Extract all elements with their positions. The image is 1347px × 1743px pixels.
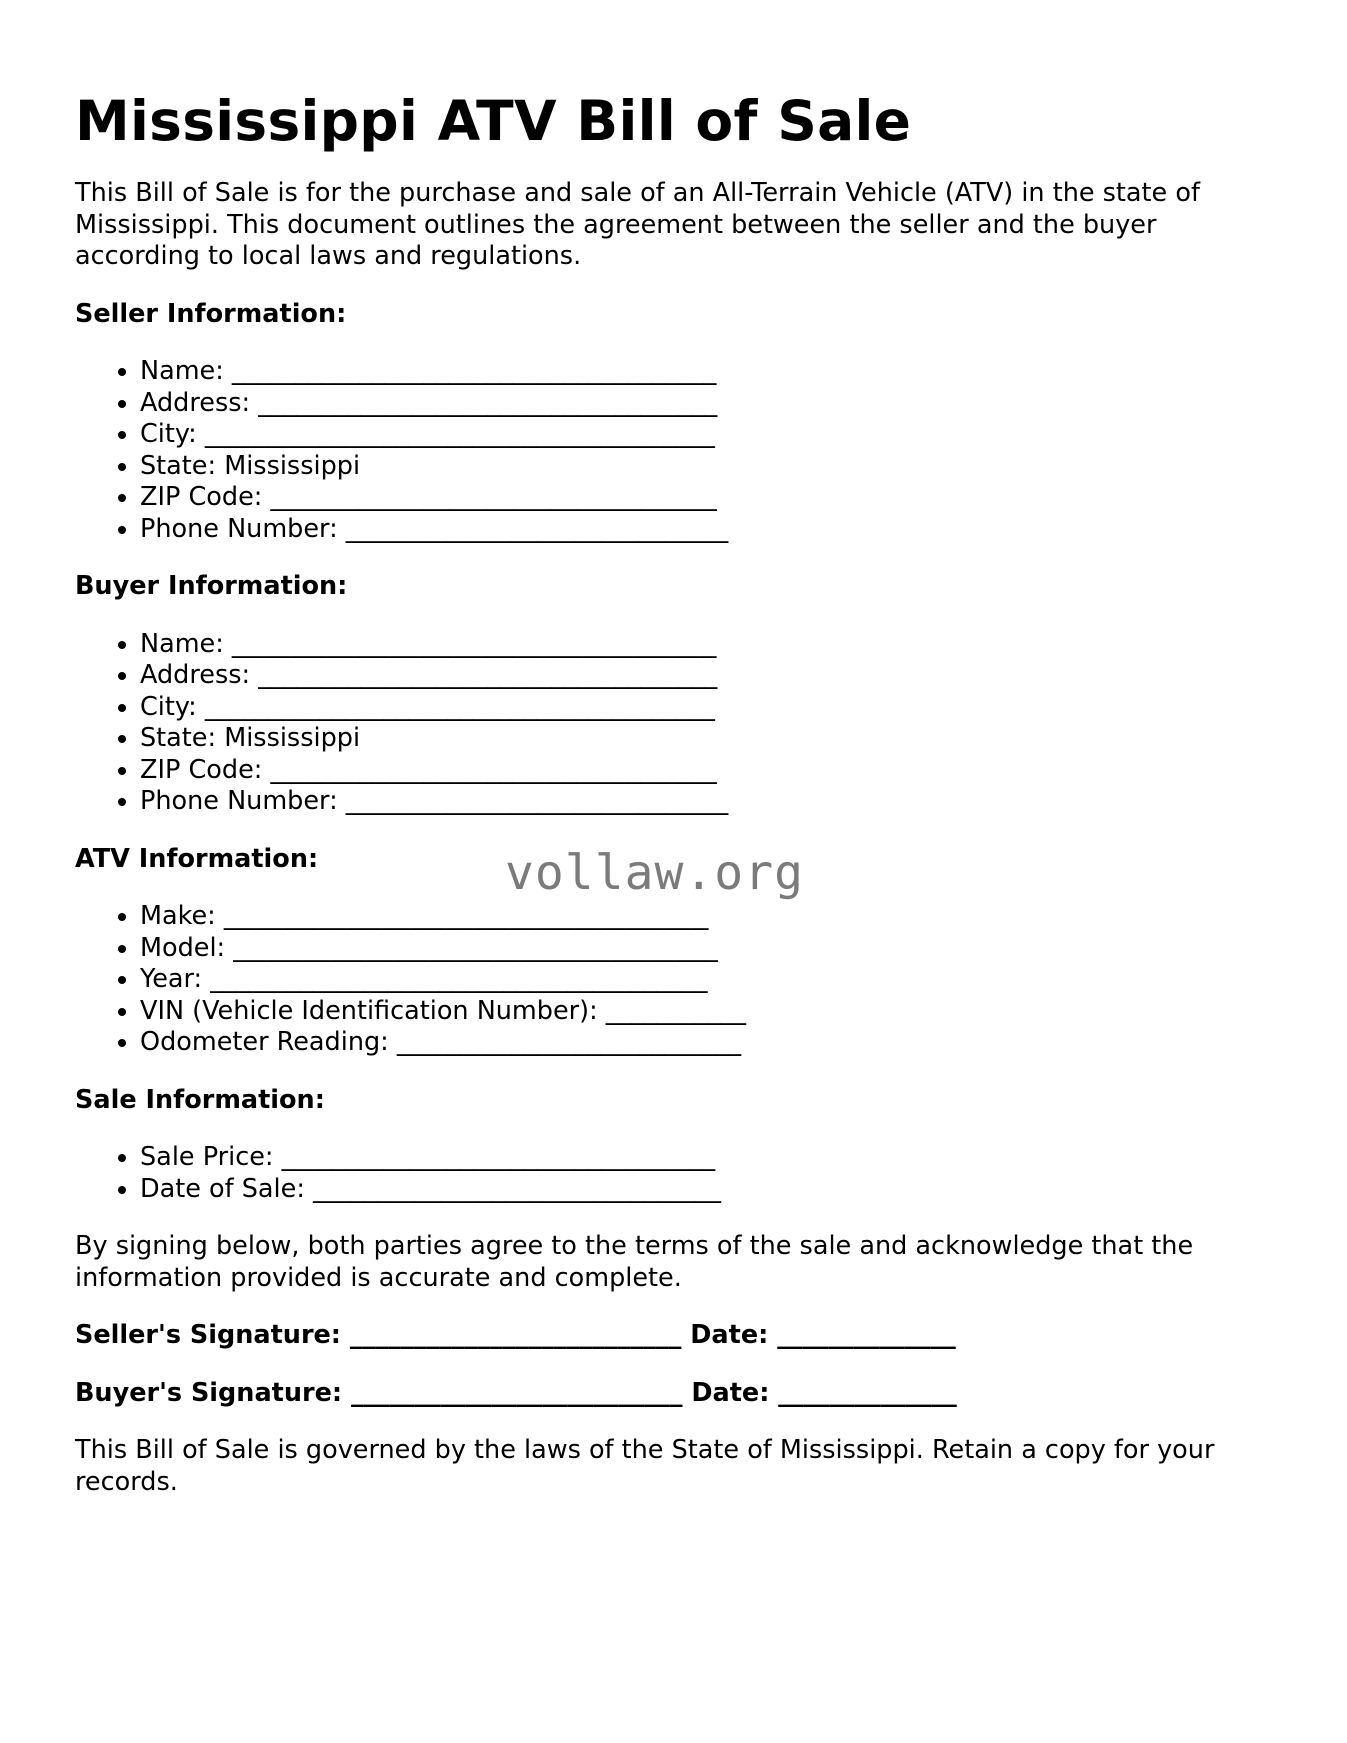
buyer-phone-field: • Phone Number: ______________________________ (140, 786, 1275, 818)
seller-section-heading: Seller Information: (75, 298, 347, 329)
buyer-section-heading: Buyer Information: (75, 571, 348, 601)
sale-date-field: • Date of Sale: ________________________________ (140, 1174, 1275, 1206)
atv-fields-list (75, 901, 1275, 1059)
atv-odometer-field: • Odometer Reading: ___________________________ (140, 1027, 1275, 1059)
atv-section-heading: ATV Information: (75, 843, 319, 874)
sale-section-heading: Sale Information: (75, 1084, 325, 1115)
atv-vin-field: • VIN (Vehicle Identification Number): ___________ (140, 996, 1275, 1028)
atv-year-field: • Year: _______________________________________ (140, 964, 1275, 996)
buyer-fields-list (75, 629, 1275, 818)
seller-city-field: • City: ________________________________________ (140, 419, 1275, 451)
buyer-signature-line: Buyer's Signature: __________________________ Date: ______________ (75, 1377, 957, 1408)
buyer-zip-field: • ZIP Code: ___________________________________ (140, 755, 1275, 787)
buyer-address-field: • Address: ____________________________________ (140, 660, 1275, 692)
buyer-name-field: • Name: ______________________________________ (140, 629, 1275, 661)
atv-make-field: • Make: ______________________________________ (140, 901, 1275, 933)
seller-phone-field: • Phone Number: ______________________________ (140, 514, 1275, 546)
watermark-text: vollaw.org (505, 845, 804, 901)
buyer-state-field: • State: Mississippi (140, 723, 1275, 755)
seller-address-field: • Address: ____________________________________ (140, 388, 1275, 420)
document-page (75, 88, 1275, 1498)
seller-signature-line: Seller's Signature: __________________________ Date: ______________ (75, 1320, 956, 1350)
sale-price-field: • Sale Price: __________________________________ (140, 1142, 1275, 1174)
intro-paragraph: This Bill of Sale is for the purchase and sale of an All-Terrain Vehicle (ATV) in the state of Mississippi. This document outlines the agreement between the seller and the buyer according to local laws and regulations. (75, 178, 1200, 271)
footer-note: This Bill of Sale is governed by the laws of the State of Mississippi. Retain a copy for your records. (75, 1435, 1215, 1497)
sale-fields-list (75, 1142, 1275, 1205)
seller-state-field: • State: Mississippi (140, 451, 1275, 483)
seller-name-field: • Name: ______________________________________ (140, 356, 1275, 388)
atv-model-field: • Model: ______________________________________ (140, 933, 1275, 965)
buyer-city-field: • City: ________________________________________ (140, 692, 1275, 724)
seller-fields-list (75, 356, 1275, 545)
seller-zip-field: • ZIP Code: ___________________________________ (140, 482, 1275, 514)
document-title: Mississippi ATV Bill of Sale (75, 89, 912, 153)
closing-paragraph: By signing below, both parties agree to the terms of the sale and acknowledge that the information provided is accurate and complete. (75, 1231, 1194, 1293)
